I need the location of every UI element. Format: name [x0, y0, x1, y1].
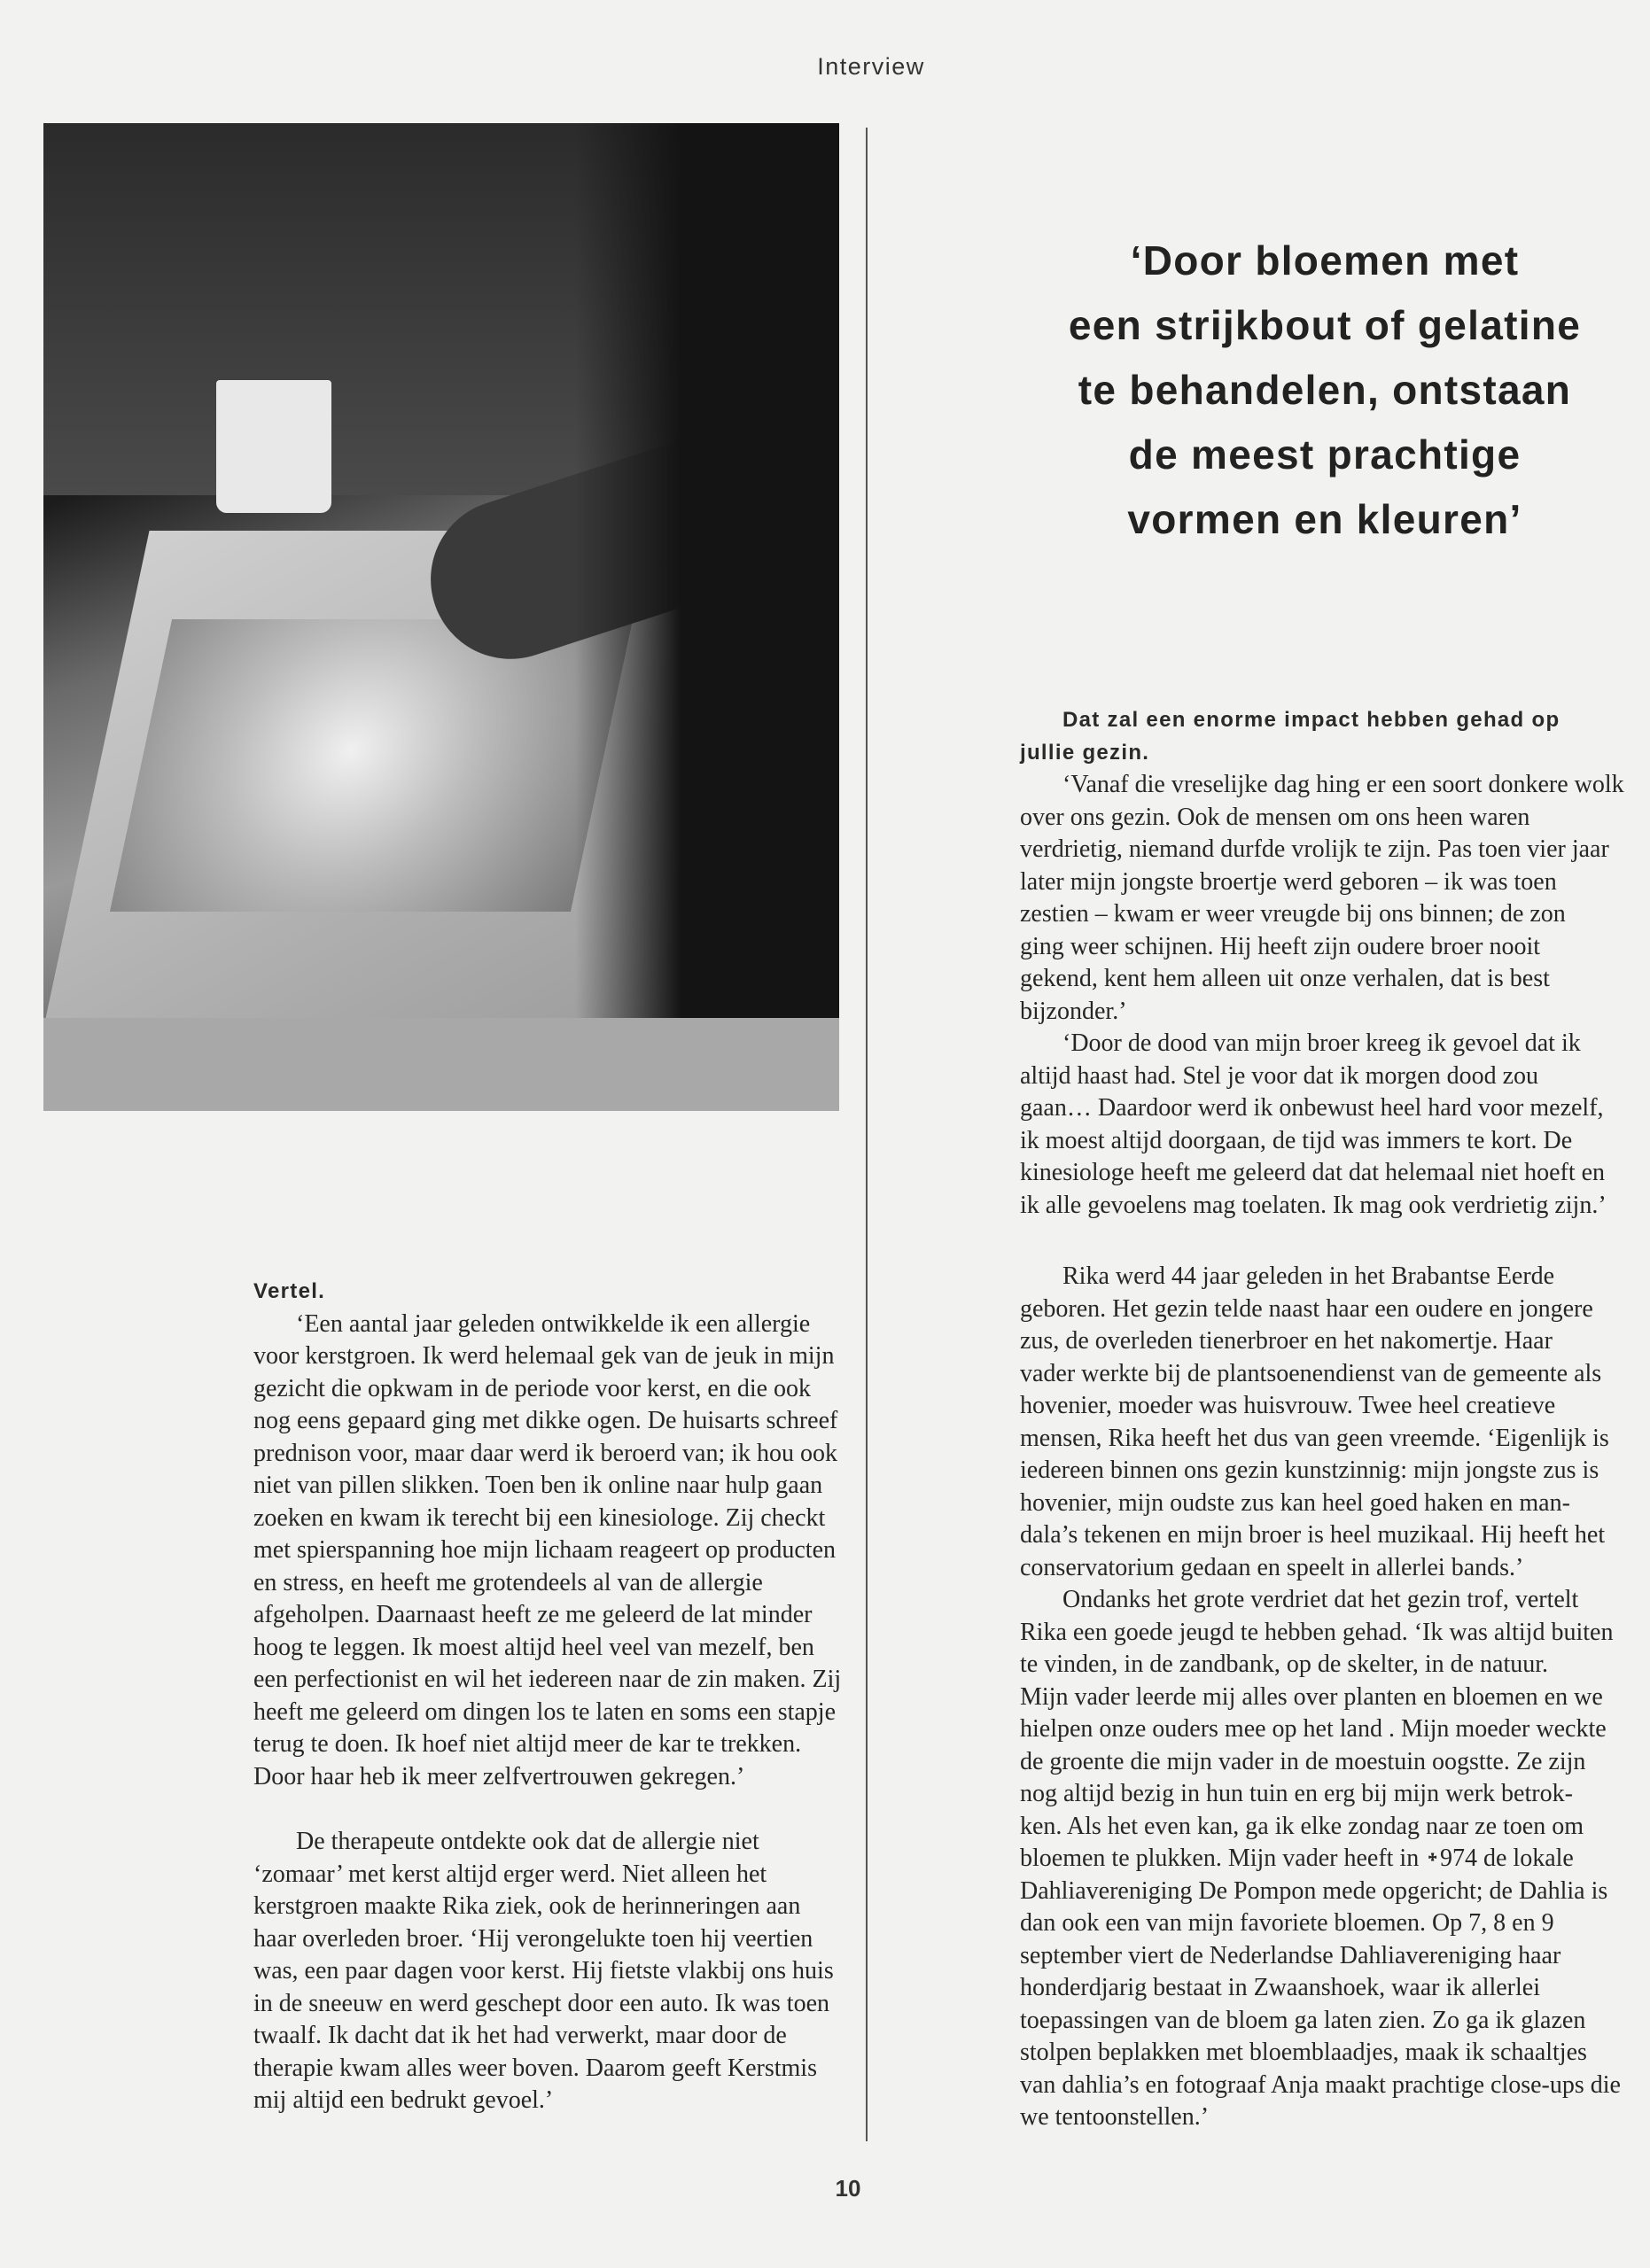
text-line: was, een paar dagen voor kerst. Hij fietste vlakbij ons huis	[253, 1957, 834, 1984]
text-line: conservatorium gedaan en speelt in allerlei bands.’	[1020, 1553, 1524, 1581]
text-line: hielpen onze ouders mee op het land . Mijn moeder weckte	[1020, 1715, 1607, 1743]
text-line: afgeholpen. Daarnaast heeft ze me geleerd de lat minder	[253, 1601, 813, 1628]
pull-quote-line: te behandelen, ontstaan	[1078, 367, 1572, 413]
text-line: zus, de overleden tienerbroer en het nakomertje. Haar	[1020, 1327, 1553, 1355]
text-line: honderdjarig bestaat in Zwaanshoek, waar ik allerlei	[1020, 1974, 1540, 2001]
left-column-text	[253, 1276, 856, 2117]
text-line: prednison voor, maar daar werd ik beroerd van; ik hou ook	[253, 1439, 838, 1467]
text-line: en stress, en heeft me grotendeels al van de allergie	[253, 1568, 763, 1596]
photo-mug	[216, 380, 331, 513]
text-line: zoeken en kwam ik terecht bij een kinesiologe. Zij checkt	[253, 1503, 826, 1532]
text-line: Dahliavereniging De Pompon mede opgericht; de Dahlia is	[1020, 1876, 1608, 1905]
paragraph	[253, 1309, 856, 1794]
text-line: bloemen te plukken. Mijn vader heeft in ᛭974 de lokale	[1020, 1845, 1574, 1872]
text-line: in de sneeuw en werd geschept door een auto. Ik was toen	[253, 1989, 830, 2017]
text-line: september viert de Nederlandse Dahliavereniging haar	[1020, 1941, 1561, 1969]
text-line: niet van pillen slikken. Toen ben ik online naar hulp gaan	[253, 1472, 823, 1499]
text-line: hovenier, moeder was huisvrouw. Twee heel creatieve	[1020, 1392, 1556, 1419]
text-line: ik alle gevoelens mag toelaten. Ik mag ook verdrietig zijn.’	[1020, 1191, 1607, 1219]
text-line: de groente die mijn vader in de moestuin oogstte. Ze zijn	[1020, 1747, 1586, 1775]
text-line: dan ook een van mijn favoriete bloemen. Op 7, 8 en 9	[1020, 1909, 1554, 1937]
text-line: Rika werd 44 jaar geleden in het Brabantse Eerde	[1062, 1262, 1555, 1290]
text-line: vader werkte bij de plantsoenendienst van de gemeente als	[1020, 1359, 1602, 1387]
text-line: voor kerstgroen. Ik werd helemaal gek van de jeuk in mijn	[253, 1342, 835, 1370]
photo-person-shadow	[575, 123, 839, 1111]
photo-pressed-flowers	[110, 619, 633, 912]
text-line: altijd haast had. Stel je voor dat ik morgen dood zou	[1020, 1061, 1539, 1090]
text-line: nog eens gepaard ging met dikke ogen. De huisarts schreef	[253, 1407, 838, 1434]
paragraph	[1020, 1261, 1640, 1584]
text-line: ‘Vanaf die vreselijke dag hing er een soort donkere wolk	[1062, 771, 1624, 798]
text-line: zestien – kwam er weer vreugde bij ons binnen; de zon	[1020, 900, 1566, 928]
interview-question: Dat zal een enorme impact hebben gehad op	[1062, 708, 1560, 732]
text-line: De therapeute ontdekte ook dat de allergie niet	[296, 1828, 759, 1855]
text-line: ‘Door de dood van mijn broer kreeg ik gevoel dat ik	[1062, 1029, 1581, 1057]
paragraph	[1020, 1584, 1640, 2134]
text-line: te vinden, in de zandbank, op de skelter, in de natuur.	[1020, 1651, 1549, 1678]
text-line: ik moest altijd doorgaan, de tijd was immers te kort. De	[1020, 1126, 1573, 1154]
text-line: gekend, kent hem alleen uit onze verhalen, dat is best	[1020, 965, 1550, 992]
pull-quote-line: vormen en kleuren’	[1127, 496, 1522, 542]
text-line: iedereen binnen ons gezin kunstzinnig: mijn jongste zus is	[1020, 1456, 1599, 1484]
photo-table	[43, 1018, 839, 1111]
section-header: Interview	[817, 53, 925, 80]
text-line: later mijn jongste broertje werd geboren – ik was toen	[1020, 867, 1557, 896]
text-line: nog altijd bezig in hun tuin en erg bij mijn werk betrok-	[1020, 1780, 1573, 1807]
text-line: kinesiologe heeft me geleerd dat dat helemaal niet hoeft en	[1020, 1159, 1606, 1186]
text-line: haar overleden broer. ‘Hij verongelukte toen hij veertien	[253, 1924, 813, 1953]
text-line: hoog te leggen. Ik moest altijd heel veel van mezelf, ben	[253, 1633, 814, 1661]
text-line: dala’s tekenen en mijn broer is heel muzikaal. Hij heeft het	[1020, 1521, 1606, 1549]
text-line: ‘Een aantal jaar geleden ontwikkelde ik een allergie	[296, 1309, 811, 1338]
text-line: met spierspanning hoe mijn lichaam reageert op producten	[253, 1536, 837, 1564]
text-line: Ondanks het grote verdriet dat het gezin trof, vertelt	[1062, 1586, 1579, 1613]
text-line: gezicht die opkwam in de periode voor kerst, en die ook	[253, 1374, 812, 1402]
text-line: mij altijd een bedrukt gevoel.’	[253, 2086, 554, 2114]
interview-question: jullie gezin.	[1020, 740, 1150, 765]
text-line: twaalf. Ik dacht dat ik het had verwerkt, maar door de	[253, 2022, 787, 2049]
text-line: mensen, Rika heeft het dus van geen vreemde. ‘Eigenlijk is	[1020, 1424, 1609, 1452]
text-line: ‘zomaar’ met kerst altijd erger werd. Niet alleen het	[253, 1860, 767, 1888]
paragraph	[1020, 1028, 1640, 1222]
text-line: ken. Als het even kan, ga ik elke zondag naar ze toen om	[1020, 1812, 1584, 1840]
text-line: een perfectionist en wil het iedereen naar de zin maken. Zij	[253, 1666, 842, 1693]
text-line: therapie kwam alles weer boven. Daarom geeft Kerstmis	[253, 2054, 817, 2082]
text-line: we tentoonstellen.’	[1020, 2103, 1210, 2131]
text-line: geboren. Het gezin telde naast haar een oudere en jongere	[1020, 1294, 1593, 1323]
pull-quote-line: een strijkbout of gelatine	[1068, 302, 1582, 348]
column-divider	[866, 128, 868, 2141]
text-line: Door haar heb ik meer zelfvertrouwen gekregen.’	[253, 1762, 745, 1790]
text-line: kerstgroen maakte Rika ziek, ook de herinneringen aan	[253, 1892, 801, 1920]
pull-quote	[1019, 229, 1631, 552]
text-line: terug te doen. Ik hoef niet altijd meer de kar te trekken.	[253, 1730, 802, 1758]
pull-quote-line: ‘Door bloemen met	[1130, 237, 1520, 284]
text-line: stolpen beplakken met bloemblaadjes, maak ik schaaltjes	[1020, 2039, 1587, 2066]
text-line: over ons gezin. Ook de mensen om ons heen waren	[1020, 803, 1530, 831]
paragraph	[253, 1826, 856, 2117]
right-column-text	[1020, 704, 1640, 2134]
pull-quote-line: de meest prachtige	[1128, 431, 1522, 478]
text-line: verdrietig, niemand durfde vrolijk te zijn. Pas toen vier jaar	[1020, 835, 1609, 863]
text-line: Rika een goede jeugd te hebben gehad. ‘Ik was altijd buiten	[1020, 1618, 1614, 1646]
text-line: bijzonder.’	[1020, 997, 1127, 1025]
paragraph	[1020, 769, 1640, 1028]
page-number: 10	[835, 2175, 861, 2202]
text-line: hovenier, mijn oudste zus kan heel goed haken en man-	[1020, 1488, 1570, 1517]
text-line: Mijn vader leerde mij alles over planten en bloemen en we	[1020, 1682, 1603, 1711]
text-line: toepassingen van de bloem ga laten zien. Zo ga ik glazen	[1020, 2006, 1586, 2034]
text-line: gaan… Daardoor werd ik onbewust heel hard voor mezelf,	[1020, 1094, 1604, 1122]
text-line: van dahlia’s en fotograaf Anja maakt prachtige close-ups die	[1020, 2070, 1621, 2099]
text-line: ging weer schijnen. Hij heeft zijn oudere broer nooit	[1020, 932, 1541, 960]
article-photo	[43, 123, 839, 1111]
text-line: heeft me geleerd om dingen los te laten en soms een stapje	[253, 1697, 837, 1726]
interview-question: Vertel.	[253, 1279, 326, 1303]
